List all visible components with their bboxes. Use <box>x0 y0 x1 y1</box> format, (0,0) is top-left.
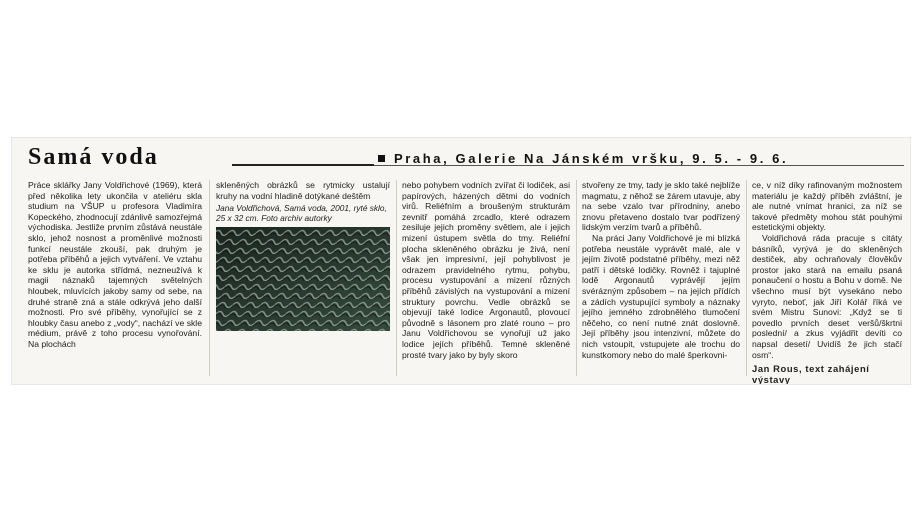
artwork-photo <box>216 227 390 331</box>
text-column-1 <box>28 180 202 350</box>
newspaper-clipping <box>12 138 910 384</box>
bullet-square-icon <box>378 155 385 162</box>
column-divider <box>209 180 210 376</box>
title-rule <box>232 164 374 166</box>
photo-caption: Jana Voldřichová, Samá voda, 2001, ryté sklo, 25 x 32 cm. Foto archiv autorky <box>216 203 387 224</box>
paragraph: stvořeny ze tmy, tady je sklo také nejblíže magmatu, z něhož se žárem utavuje, aby na sebe vzalo tvar přírodniny, anebo znovu přetaveno dostalo tvar podřízený lidským verzím tvarů a příběhů. <box>582 180 740 233</box>
text-column-5 <box>752 180 902 384</box>
paragraph: Na práci Jany Voldřichové je mi blízká potřeba neustále vyprávět malé, ale v jejím životě podstatné příběhy, mezi něž patří i dětské lodičky. Rovněž i tajuplné lodě Argonautů vyprávějí jejím svérázným způsobem – na jejích přídích a zádích vystupující symboly a náznaky jejího jemného zdrobnělého tlumočení něčeho, co není nutné znát doslovně. Její příběhy jsou intenzivní, můžete do nich vstoupit, vstupujete ale trochu do kunstkomory nebo do malé šperkovni- <box>582 232 740 360</box>
text-column-3 <box>402 180 570 360</box>
rippled-glass-image <box>216 227 390 331</box>
column-divider <box>396 180 397 376</box>
column-divider <box>576 180 577 376</box>
author-signature: Jan Rous, text zahájení výstavy <box>752 363 870 384</box>
paragraph: Práce sklářky Jany Voldřichové (1969), která před několika lety ukončila v ateliéru skla studium na VŠUP u profesora Vladimíra Kopeckého, zhodnocují zdánlivě samozřejmá východiska. Jestliže prvním zůstává neustále sklo, jehož nosnost a proměnlivé možnosti funkcí neustále zkouší, pak druhým je potřeba příběhů a jejich vytváření. Ve vztahu ke sklu je autorka střídmá, nezneužívá k magii náznaků tajemných světelných hloubek, mluvících jakoby samy od sebe, na druhé straně zná a stále odkrývá jeho další možnosti. Pro své příběhy, vynořující se z hloubky času anebo z „vody“, nachází ve skle médium, právě z toho procesu vynořování. Na plochách <box>28 180 202 349</box>
paragraph: skleněných obrázků se rytmicky ustalují kruhy na vodní hladině dotýkané deštěm <box>216 180 390 201</box>
column-divider <box>746 180 747 376</box>
text-column-2 <box>216 180 390 331</box>
paragraph: Voldřichová ráda pracuje s citáty básníků, vyrývá je do skleněných destiček, aby ochraňovaly člověkův prostor jako stará na emailu psaná ponaučení o hostu a Bohu v domě. Ne všechno musí být vysekáno nebo vyryto, neboť, jak Jiří Kolář říká ve svém Mistru Sunovi: „Když se ti povedlo prvních deset veršů/škrtni poslední/ a zkus vyjádřit devíti co napsal desetí/ Uvidíš že jich stačí osm“. <box>752 232 902 360</box>
text-column-4 <box>582 180 740 360</box>
paragraph: nebo pohybem vodních zvířat či lodiček, asi papírových, házených dětmi do vodních virů. Reliéfním a broušeným strukturám zevnitř pomáhá zrcadlo, které odrazem zesiluje jejich proměny světlem, ale i jejich mizení ústupem světla do tmy. Reliéfní plocha skleněného obrázku je živá, není však jen impresivní, její pohyblivost je odrazem pravidelného rytmu, pohybu, procesu vystupování a mizení různých příběhů závislých na vystupování a mizení struktury povrchu. Vedle obrázků se objevují také lodice Argonautů, plovoucí původně s lásonem pro zlaté rouno – pro Janu Voldřichovou se vynořují už jako lodice jejích příběhů. Temné skleněné prosté tvary jako by byly skoro <box>402 180 570 360</box>
article-title: Samá voda <box>28 144 159 170</box>
venue-and-dates: Praha, Galerie Na Jánském vršku, 9. 5. - 9. 6. <box>394 151 789 166</box>
paragraph: ce, v níž díky rafinovaným možnostem materiálu je každý příběh zvláštní, je ale nutné vnímat hranici, za níž se takové předměty mohou stát pouhými estetickými objekty. <box>752 180 902 233</box>
